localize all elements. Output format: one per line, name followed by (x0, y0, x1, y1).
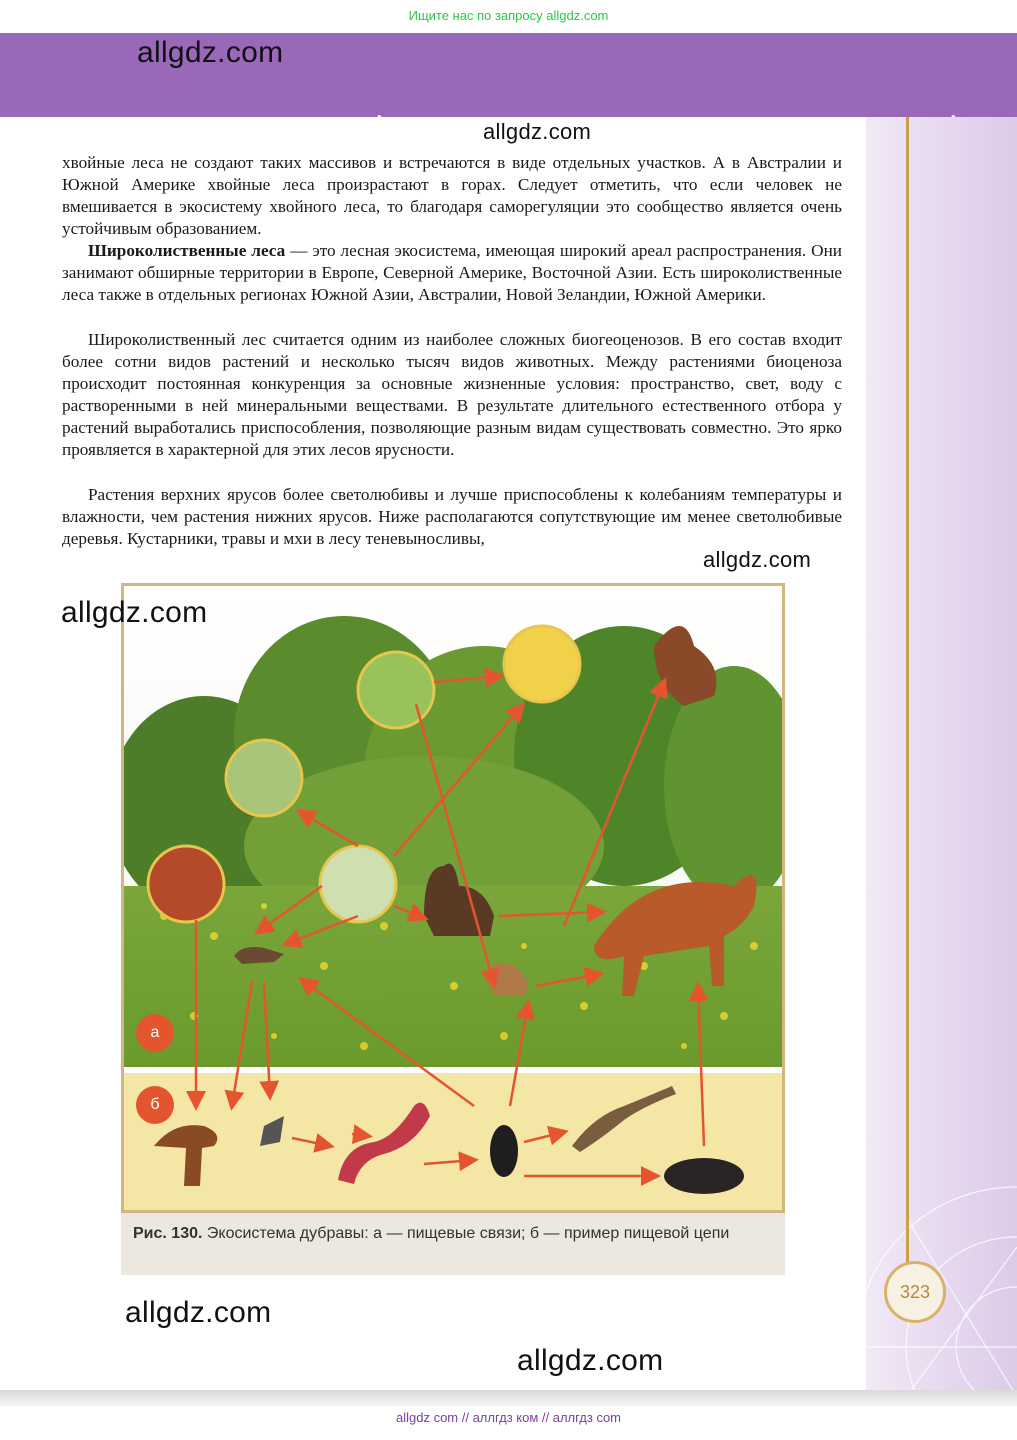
paragraph-conifer: хвойные леса не создают таких массивов и встречаются в виде отдельных участков. А в Австралии и Южной Америке хвойные леса произрастают в горах. Следует отметить, что если человек не вмешивается в экосистему хвойного леса, то благодаря саморегуляции это сообщество является очень устойчивым образованием. (62, 153, 842, 238)
paragraph-biogeocenosis: Широколиственный лес считается одним из наиболее сложных биогеоценозов. В его состав входит более сотни видов растений и несколько тысяч видов животных. Между растениями биоценоза происходит постоянная конкуренция за основные жизненные условия: пространство, свет, воду с растворенными в ней минеральными веществами. В результате длительного естественного отбора у растений выработались приспособления, позволяющие разным видам существовать совместно. Это ярко проявляется в характерной для этих лесов ярусности. (62, 330, 842, 459)
caterpillar-icon (226, 740, 302, 816)
paragraph-broadleaf-def (62, 240, 842, 306)
watermark: allgdz.com (125, 1296, 272, 1329)
paragraph-tiers: Растения верхних ярусов более светолюбивы и лучше приспособлены к колебаниям температуры и влажности, чем растения нижних ярусов. Ниже располагаются сопутствующие им менее светолюбивые деревья. Кустарники, травы и мхи в лесу теневыносливы, (62, 485, 842, 548)
caption-label: Рис. 130. (133, 1225, 203, 1242)
compass-rose-decoration (866, 117, 1017, 1397)
broadleaf-def-text: — это лесная экосистема, имеющая широкий ареал распространения. Они занимают обширные территории в Европе, Северной Америке, Восточной Азии. Есть широколиственные леса также в отдельных регионах Южной Азии, Австралии, Новой Зеландии, Южной Америки. (62, 241, 842, 304)
page-bottom-edge (0, 1390, 1017, 1406)
oak-leaves-icon (358, 652, 434, 728)
caption-text: Экосистема дубравы: а — пищевые связи; б — пример пищевой цепи (202, 1225, 730, 1242)
margin-decoration (866, 117, 1017, 1397)
watermark: allgdz.com (137, 36, 284, 69)
term-broadleaf-forests: Широколиственные леса (88, 241, 286, 260)
footer-links[interactable]: allgdz com // аллгдз ком // аллгдз com (395, 1410, 622, 1425)
mole-icon (664, 1158, 744, 1194)
watermark: allgdz.com (61, 596, 208, 629)
watermark: allgdz.com (517, 1344, 664, 1377)
wood-anemone-icon (320, 846, 396, 922)
margin-rule (906, 117, 909, 1267)
leaf-litter-icon (148, 846, 224, 922)
ground-beetle-icon (490, 1125, 518, 1177)
watermark: allgdz.com (703, 547, 812, 572)
ecosystem-illustration (121, 583, 785, 1213)
figure-caption (133, 1223, 773, 1244)
oak-forest-food-web (124, 586, 782, 1210)
jay-bird-icon (504, 626, 580, 702)
figure-130 (121, 583, 785, 1275)
page-number: 323 (884, 1261, 946, 1323)
top-search-hint[interactable]: Ищите нас по запросу allgdz.com (408, 8, 609, 23)
label-b: б (136, 1086, 174, 1124)
label-a: а (136, 1014, 174, 1052)
watermark: allgdz.com (483, 119, 592, 144)
